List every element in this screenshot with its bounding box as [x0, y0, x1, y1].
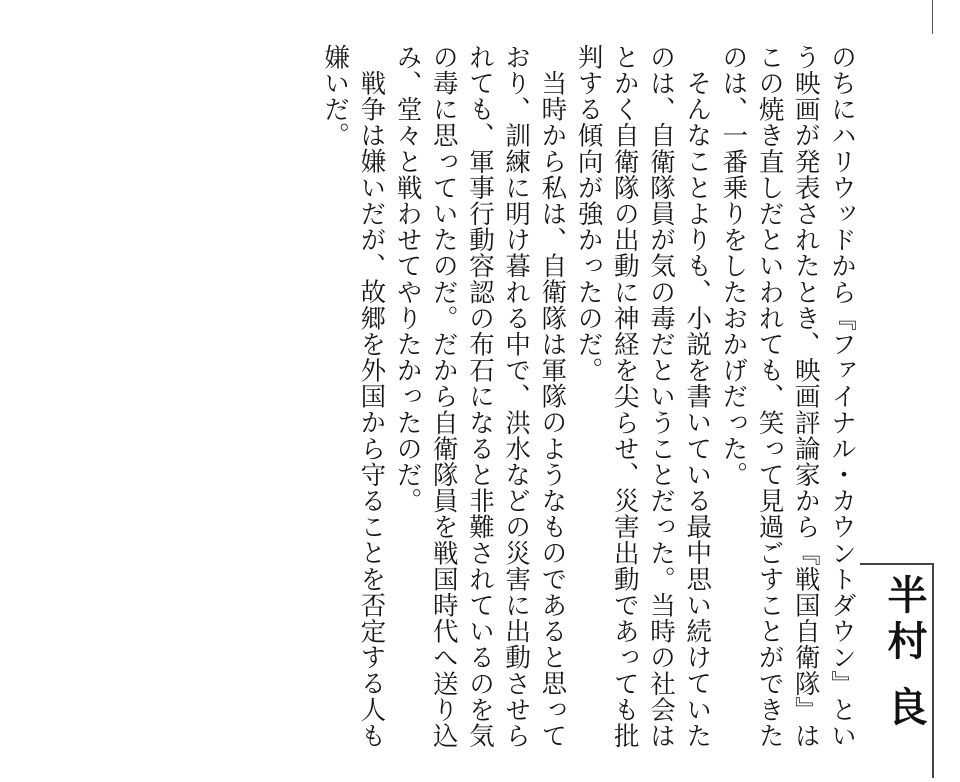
author-horizontal-rule [860, 563, 933, 565]
paragraph-2: そんなことよりも、小説を書いている最中思い続けていたのは、自衛隊員が気の毒だということだった。当時の社会はとかく自衛隊の出動に神経を尖らせ、災害出動であっても批判する傾向が強かったのだ。 [573, 44, 713, 749]
essay-body [24, 44, 860, 756]
author-name: 半村 良 [881, 574, 928, 732]
author-vertical-rule [932, 563, 934, 778]
paragraph-1: のちにハリウッドから『ファイナル・カウントダウン』という映画が発表されたとき、映画評論家から『戦国自衛隊』はこの焼き直しだといわれても、笑って見過ごすことができたのは、一番乗りをしたおかげだった。 [718, 44, 857, 749]
top-vertical-rule [932, 0, 933, 34]
paragraph-3: 当時から私は、自衛隊は軍隊のようなものであると思っており、訓練に明け暮れる中で、洪水などの災害に出動させられても、軍事行動容認の布石になると非難されているのを気の毒に思っていたのだ。だから自衛隊員を戦国時代へ送り込み、堂々と戦わせてやりたかったのだ。 [392, 44, 568, 749]
paragraph-4: 戦争は嫌いだが、故郷を外国から守ることを否定する人も嫌いだ。 [320, 44, 387, 749]
